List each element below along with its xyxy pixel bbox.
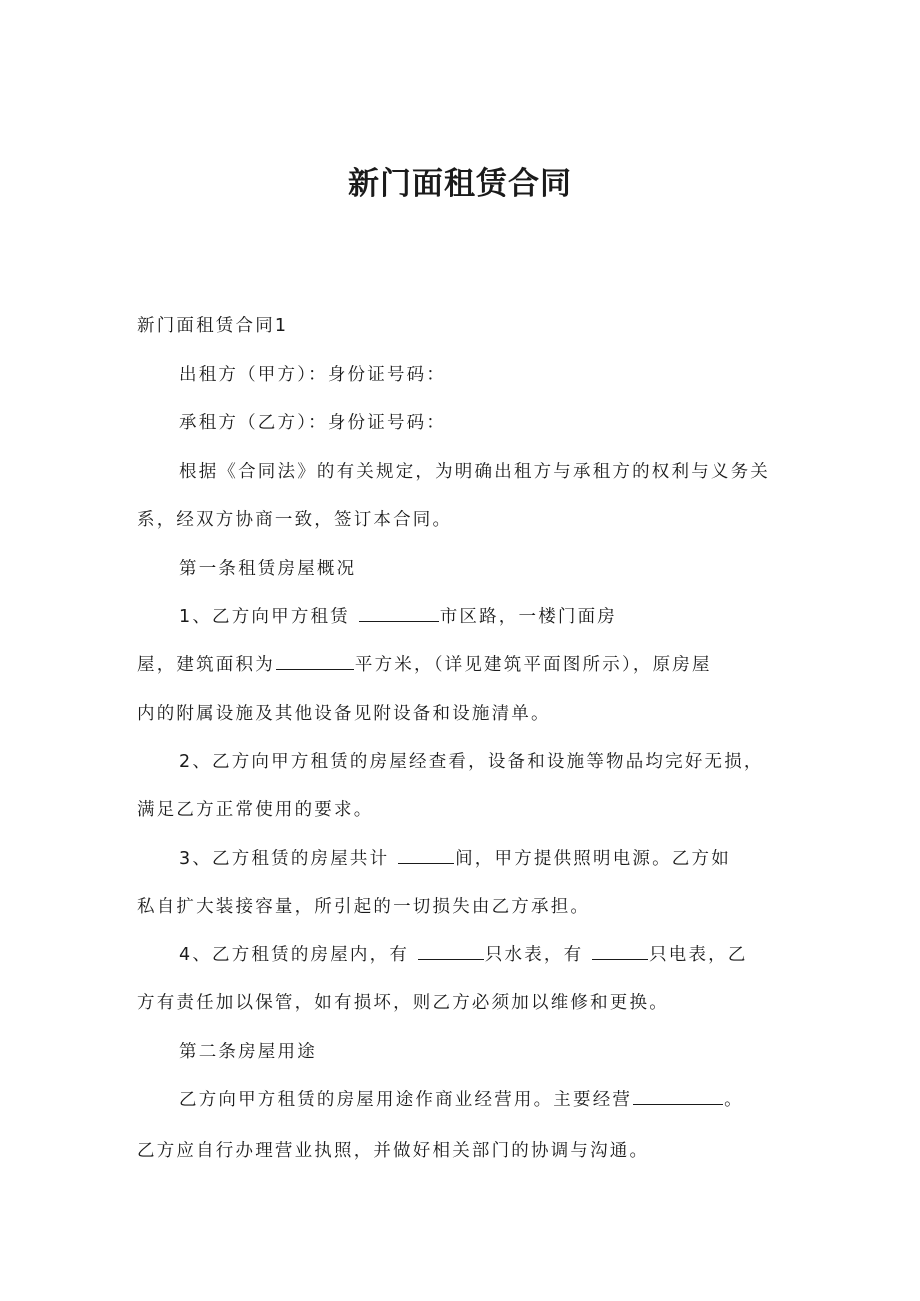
article-1-item-4-line-2: 方有责任加以保管，如有损坏，则乙方必须加以维修和更换。 bbox=[137, 993, 669, 1013]
blank-electric-meter-field bbox=[592, 942, 648, 960]
contract-subtitle: 新门面租赁合同1 bbox=[137, 316, 289, 336]
item-3-text-b: 间，甲方提供照明电源。乙方如 bbox=[455, 849, 731, 869]
item-4-text-a: 4、乙方租赁的房屋内，有 bbox=[179, 945, 410, 965]
item-1-text-a: 1、乙方向甲方租赁 bbox=[179, 607, 350, 627]
article-2-line-1 bbox=[179, 1086, 744, 1114]
article-2-text-a: 乙方向甲方租赁的房屋用途作商业经营用。主要经营 bbox=[179, 1090, 633, 1110]
article-2-heading: 第二条房屋用途 bbox=[179, 1042, 317, 1062]
blank-water-meter-field bbox=[418, 942, 484, 960]
blank-room-count-field bbox=[398, 846, 454, 864]
article-1-item-2-line-1: 2、乙方向甲方租赁的房屋经查看，设备和设施等物品均完好无损， bbox=[179, 752, 764, 772]
item-4-text-b: 只水表，有 bbox=[484, 945, 584, 965]
article-1-item-3-line-2: 私自扩大装接容量，所引起的一切损失由乙方承担。 bbox=[137, 897, 591, 917]
blank-city-field bbox=[359, 604, 439, 622]
article-2-text-b: 。 bbox=[724, 1090, 744, 1110]
blank-business-scope-field bbox=[633, 1087, 723, 1105]
blank-area-field bbox=[276, 652, 354, 670]
lessee-line: 承租方（乙方）：身份证号码： bbox=[179, 413, 447, 433]
document-title: 新门面租赁合同 bbox=[348, 166, 572, 202]
article-1-heading: 第一条租赁房屋概况 bbox=[179, 559, 357, 579]
item-3-text-a: 3、乙方租赁的房屋共计 bbox=[179, 849, 390, 869]
item-1-line-2-text-b: 平方米，（详见建筑平面图所示），原房屋 bbox=[354, 655, 712, 675]
article-1-item-3-line-1 bbox=[179, 845, 731, 873]
article-1-item-4-line-1 bbox=[179, 941, 748, 969]
article-2-line-2: 乙方应自行办理营业执照，并做好相关部门的协调与沟通。 bbox=[137, 1141, 650, 1161]
item-4-text-c: 只电表，乙 bbox=[649, 945, 748, 965]
article-1-item-1-line-1 bbox=[179, 603, 617, 631]
article-1-item-1-line-3: 内的附属设施及其他设备见附设备和设施清单。 bbox=[137, 704, 551, 724]
intro-line-2: 系，经双方协商一致，签订本合同。 bbox=[137, 510, 453, 530]
intro-line-1: 根据《合同法》的有关规定，为明确出租方与承租方的权利与义务关 bbox=[179, 462, 770, 482]
article-1-item-2-line-2: 满足乙方正常使用的要求。 bbox=[137, 800, 374, 820]
item-1-text-b: 市区路，一楼门面房 bbox=[439, 607, 618, 627]
lessor-line: 出租方（甲方）：身份证号码： bbox=[179, 365, 447, 385]
item-1-line-2-text-a: 屋，建筑面积为 bbox=[137, 655, 275, 675]
article-1-item-1-line-2 bbox=[137, 651, 712, 679]
